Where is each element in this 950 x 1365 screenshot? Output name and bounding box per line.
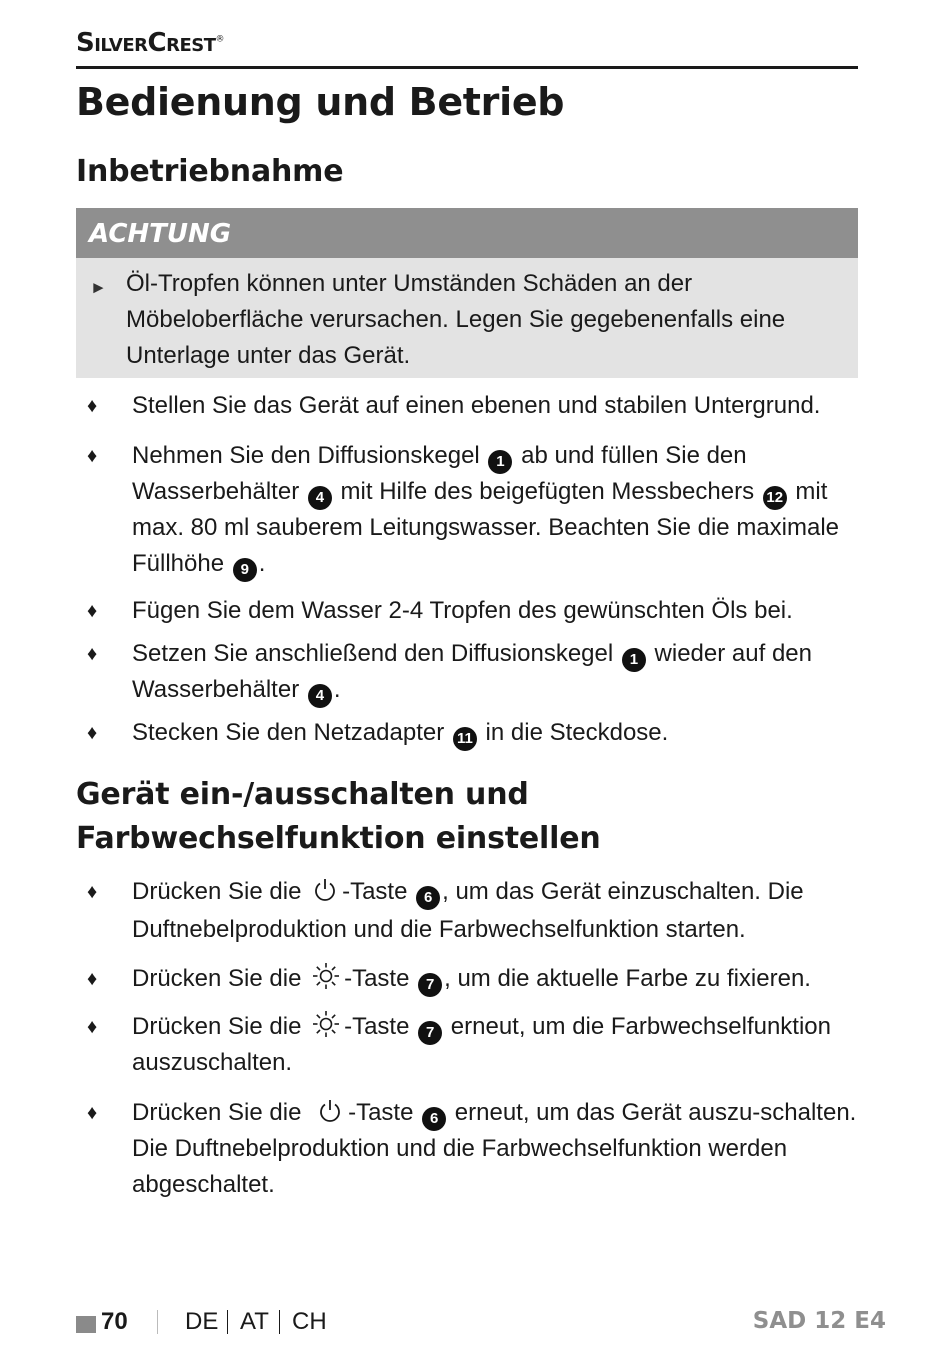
diamond-bullet-icon: ♦ <box>87 968 98 990</box>
arrow-right-icon: ► <box>90 278 107 297</box>
step-text: -Taste <box>342 878 408 905</box>
power-icon <box>311 876 339 904</box>
ref-number-badge: 7 <box>418 973 442 997</box>
language-code: CH <box>292 1308 327 1335</box>
step-text: -Taste <box>344 965 410 992</box>
footer-marker <box>76 1316 96 1333</box>
step-text: , um das Gerät einzuschalten. Die Duftnebelproduktion und die Farbwechselfunktion starten. <box>132 878 804 943</box>
ref-number-badge: 1 <box>622 648 646 672</box>
ref-number-badge: 7 <box>418 1021 442 1045</box>
diamond-bullet-icon: ♦ <box>87 1016 98 1038</box>
list-item <box>76 438 858 582</box>
warning-text: Öl-Tropfen können unter Umständen Schäden an der Möbeloberfläche verursachen. Legen Sie gegebenenfalls eine Unterlage unter das Gerät. <box>126 270 786 369</box>
list-item <box>76 636 858 708</box>
language-code: DE <box>185 1308 219 1335</box>
step-text: erneut, um die Farbwechselfunktion auszuschalten. <box>132 1013 831 1076</box>
page-title: Bedienung und Betrieb <box>76 80 565 124</box>
page-footer <box>76 1308 886 1338</box>
brand-registered-mark: ® <box>215 34 224 45</box>
sun-icon <box>311 1009 341 1039</box>
section-heading-line: Gerät ein-/ausschalten und <box>76 777 529 812</box>
footer-divider <box>279 1310 280 1334</box>
list-item <box>76 873 858 949</box>
list-item <box>76 1095 858 1203</box>
section-heading-switching <box>76 773 601 861</box>
step-text: . <box>333 676 341 703</box>
step-text: Setzen Sie anschließend den Diffusionskegel <box>132 640 614 667</box>
page-number: 70 <box>101 1308 128 1335</box>
ref-number-badge: 12 <box>763 486 787 510</box>
footer-divider <box>227 1310 228 1334</box>
warning-header: ACHTUNG <box>76 208 858 258</box>
step-text: erneut, um das Gerät auszu-schalten. Die Duftnebelproduktion und die Farbwechselfunktion werden abgeschaltet. <box>132 1099 857 1198</box>
sun-icon <box>311 961 341 991</box>
ref-number-badge: 6 <box>422 1107 446 1131</box>
diamond-bullet-icon: ♦ <box>87 395 98 417</box>
diamond-bullet-icon: ♦ <box>87 1102 98 1124</box>
step-text: in die Steckdose. <box>485 719 669 746</box>
ref-number-badge: 6 <box>416 886 440 910</box>
ref-number-badge: 9 <box>233 558 257 582</box>
list-item <box>76 388 858 424</box>
list-item <box>76 961 858 997</box>
ref-number-badge: 4 <box>308 684 332 708</box>
step-text: Drücken Sie die <box>132 878 302 905</box>
step-text: wieder auf den Wasserbehälter <box>132 640 812 703</box>
step-text: Nehmen Sie den Diffusionskegel <box>132 442 480 469</box>
step-text: . <box>258 550 266 577</box>
list-item <box>76 715 858 751</box>
section-heading-line: Farbwechselfunktion einstellen <box>76 821 601 856</box>
header-rule <box>76 66 858 69</box>
brand-name: SilverCrest <box>76 28 216 58</box>
power-icon <box>311 1097 345 1125</box>
step-text: -Taste <box>348 1099 414 1126</box>
diamond-bullet-icon: ♦ <box>87 722 98 744</box>
diamond-bullet-icon: ♦ <box>87 881 98 903</box>
footer-divider <box>157 1310 158 1334</box>
brand-logo <box>76 28 224 58</box>
step-text: Drücken Sie die <box>132 965 302 992</box>
step-text: ab und füllen Sie den Wasserbehälter <box>132 442 747 505</box>
step-text: -Taste <box>344 1013 410 1040</box>
ref-number-badge: 11 <box>453 727 477 751</box>
setup-steps <box>76 388 858 751</box>
step-text: Drücken Sie die <box>132 1099 302 1126</box>
diamond-bullet-icon: ♦ <box>87 643 98 665</box>
diamond-bullet-icon: ♦ <box>87 445 98 467</box>
language-code: AT <box>240 1308 269 1335</box>
step-text: Stellen Sie das Gerät auf einen ebenen und stabilen Untergrund. <box>132 392 821 419</box>
ref-number-badge: 4 <box>308 486 332 510</box>
list-item <box>76 593 858 629</box>
model-number: SAD 12 E4 <box>752 1308 886 1334</box>
step-text: , um die aktuelle Farbe zu fixieren. <box>444 965 811 992</box>
list-item <box>76 1009 858 1081</box>
ref-number-badge: 1 <box>488 450 512 474</box>
step-text: Fügen Sie dem Wasser 2-4 Tropfen des gewünschten Öls bei. <box>132 597 793 624</box>
diamond-bullet-icon: ♦ <box>87 600 98 622</box>
step-text: Stecken Sie den Netzadapter <box>132 719 445 746</box>
warning-box <box>76 258 858 378</box>
section-heading-text: Inbetriebnahme <box>76 154 344 189</box>
step-text: Drücken Sie die <box>132 1013 302 1040</box>
section-heading-inbetriebnahme <box>76 150 343 194</box>
operation-steps <box>76 873 858 1203</box>
step-text: mit Hilfe des beigefügten Messbechers <box>340 478 755 505</box>
step-text: mit max. 80 ml sauberem Leitungswasser. Beachten Sie die maximale Füllhöhe <box>132 478 840 577</box>
